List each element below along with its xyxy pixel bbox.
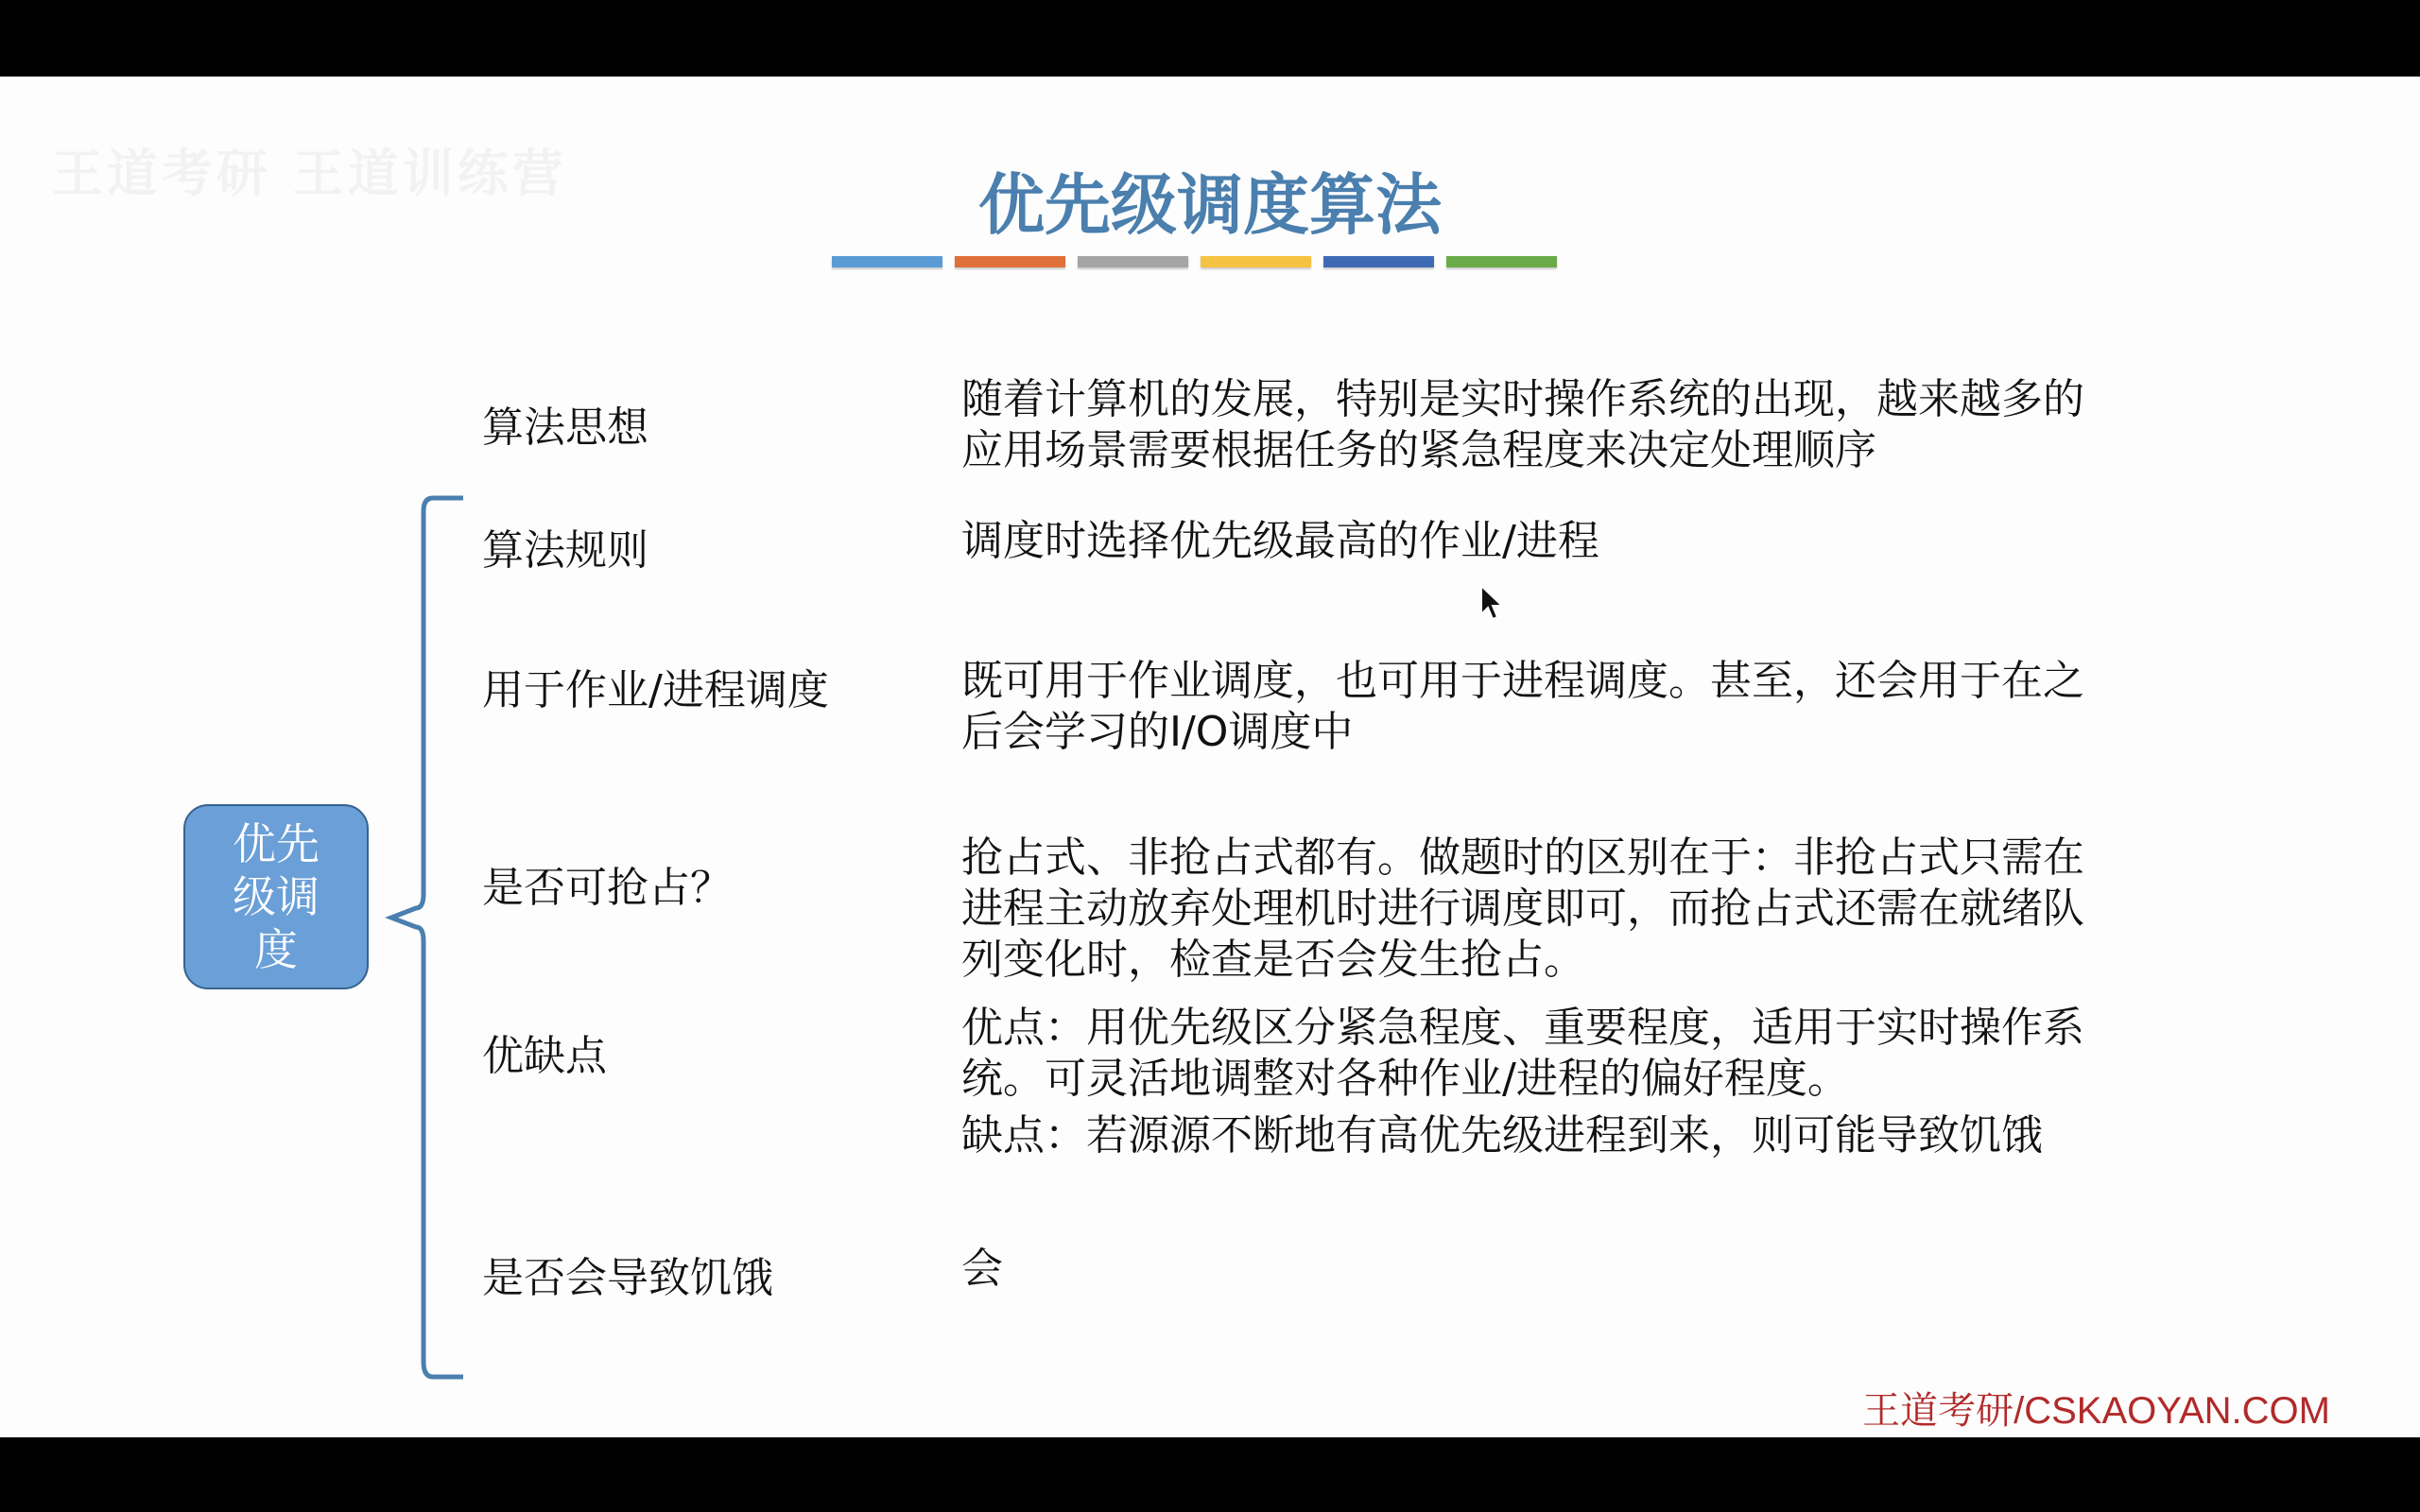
mouse-cursor-icon: [1479, 584, 1504, 622]
title-accent-bars: [832, 256, 1557, 267]
label-pros-cons: 优缺点: [482, 1032, 607, 1080]
label-starvation: 是否会导致饥饿: [482, 1254, 773, 1302]
label-algorithm-rule: 算法规则: [482, 526, 648, 575]
accent-bar-6: [1446, 256, 1557, 267]
desc-scheduling-use: [961, 656, 2124, 758]
accent-bar-1: [832, 256, 942, 267]
desc-text: 调度时选择优先级最高的作业/进程: [961, 517, 1599, 565]
root-node-label: 优先级调度: [233, 818, 320, 975]
root-node: [183, 804, 369, 989]
desc-cons: 缺点：若源源不断地有高优先级进程到来，则可能导致饥饿: [961, 1111, 2043, 1160]
label-preemptive: 是否可抢占？: [482, 864, 732, 912]
desc-pros-cons: [961, 1003, 2124, 1161]
desc-starvation: [961, 1244, 2124, 1295]
accent-bar-4: [1201, 256, 1311, 267]
accent-bar-3: [1078, 256, 1188, 267]
footer-brand: 王道考研/CSKAOYAN.COM: [1862, 1390, 2330, 1432]
brace-connector: [378, 417, 473, 1400]
label-algorithm-idea: 算法思想: [482, 404, 648, 452]
slide: [0, 77, 2420, 1437]
desc-pros: 优点：用优先级区分紧急程度、重要程度，适用于实时操作系统。可灵活地调整对各种作业/进程的偏好程度。: [961, 1004, 2084, 1103]
watermark-logo: 王道考研 王道训练营: [52, 144, 567, 203]
accent-bar-2: [955, 256, 1065, 267]
slide-title: 优先级调度算法: [978, 166, 1442, 244]
desc-text: 随着计算机的发展，特别是实时操作系统的出现，越来越多的应用场景需要根据任务的紧急程度来决定处理顺序: [961, 375, 2084, 474]
desc-algorithm-idea: [961, 374, 2124, 476]
desc-text: 抢占式、非抢占式都有。做题时的区别在于：非抢占式只需在进程主动放弃处理机时进行调度即可，而抢占式还需在就绪队列变化时，检查是否会发生抢占。: [961, 833, 2084, 984]
desc-text: 既可用于作业调度，也可用于进程调度。甚至，还会用于在之后会学习的I/O调度中: [961, 657, 2084, 756]
label-scheduling-use: 用于作业/进程调度: [482, 666, 829, 714]
accent-bar-5: [1323, 256, 1434, 267]
desc-preemptive: [961, 833, 2124, 986]
desc-text: 会: [961, 1245, 1003, 1293]
desc-algorithm-rule: [961, 516, 2124, 567]
